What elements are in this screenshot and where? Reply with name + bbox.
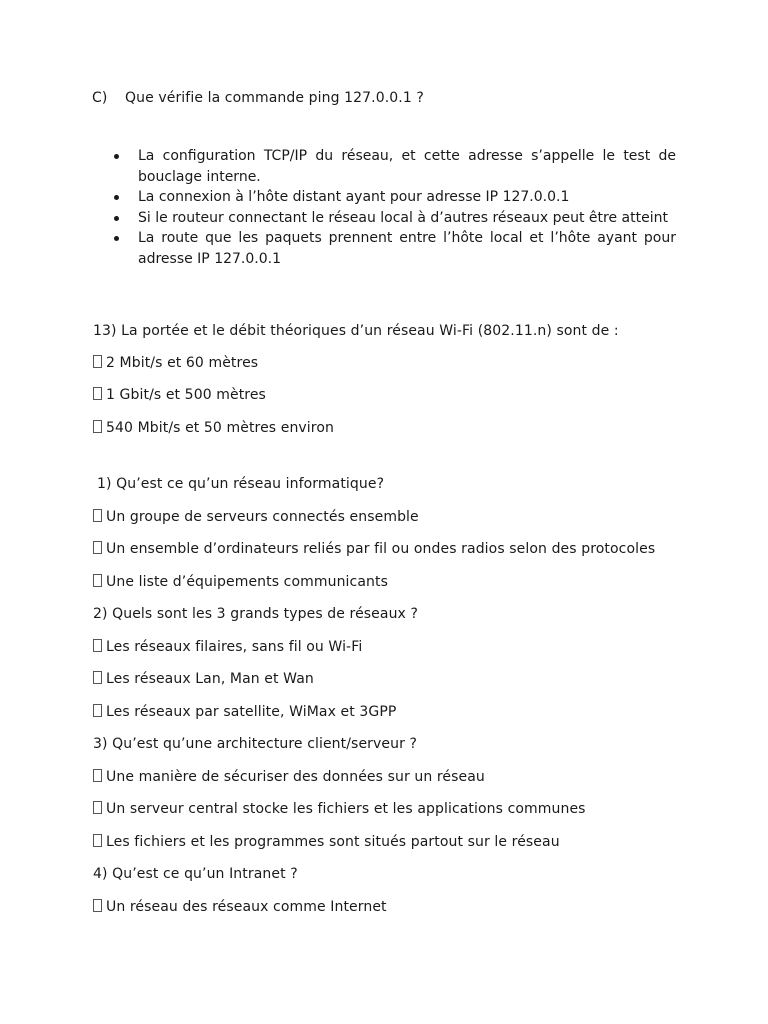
option-text: Les réseaux filaires, sans fil ou Wi-Fi: [106, 639, 363, 655]
option-item: [93, 669, 314, 689]
option-item: [93, 702, 396, 722]
option-item: [93, 637, 362, 657]
option-item: [93, 897, 387, 917]
option-item: [93, 539, 655, 559]
option-text: Les fichiers et les programmes sont situés partout sur le réseau: [106, 834, 560, 850]
checkbox-glyph-icon: [93, 834, 102, 847]
question-c-letter: C): [92, 90, 108, 106]
option-text: 2 Mbit/s et 60 mètres: [106, 355, 259, 371]
option-item: [93, 832, 560, 852]
option-item: [93, 799, 586, 819]
option-item: [93, 353, 258, 373]
option-text: Les réseaux Lan, Man et Wan: [106, 671, 314, 687]
option-item: [93, 385, 266, 405]
question-1: 1) Qu’est ce qu’un réseau informatique?: [97, 476, 385, 492]
checkbox-glyph-icon: [93, 704, 102, 717]
question-4: 4) Qu’est ce qu’un Intranet ?: [93, 866, 298, 882]
checkbox-glyph-icon: [93, 541, 102, 554]
bullet-answer: Si le routeur connectant le réseau local à d’autres réseaux peut être atteint: [110, 208, 676, 229]
option-text: Les réseaux par satellite, WiMax et 3GPP: [106, 704, 397, 720]
question-2: 2) Quels sont les 3 grands types de réseaux ?: [93, 606, 419, 622]
checkbox-glyph-icon: [93, 769, 102, 782]
question-3: 3) Qu’est qu’une architecture client/serveur ?: [93, 736, 418, 752]
checkbox-glyph-icon: [93, 509, 102, 522]
checkbox-glyph-icon: [93, 574, 102, 587]
checkbox-glyph-icon: [93, 899, 102, 912]
bullet-answer: La configuration TCP/IP du réseau, et cette adresse s’appelle le test de bouclage interne.: [110, 146, 676, 187]
option-text: Une manière de sécuriser des données sur un réseau: [106, 769, 485, 785]
option-text: Un ensemble d’ordinateurs reliés par fil ou ondes radios selon des protocoles: [106, 541, 656, 557]
option-text: Un groupe de serveurs connectés ensemble: [106, 509, 419, 525]
answer-bullet-list: [110, 146, 676, 269]
option-item: [93, 418, 334, 438]
checkbox-glyph-icon: [93, 801, 102, 814]
option-text: 1 Gbit/s et 500 mètres: [106, 387, 266, 403]
option-item: [93, 767, 485, 787]
question-c: [92, 88, 424, 108]
question-c-text: Que vérifie la commande ping 127.0.0.1 ?: [125, 90, 424, 106]
question-13: 13) La portée et le débit théoriques d’un réseau Wi-Fi (802.11.n) sont de :: [93, 323, 619, 339]
option-item: [93, 507, 419, 527]
bullet-answer: La connexion à l’hôte distant ayant pour adresse IP 127.0.0.1: [110, 187, 676, 208]
option-text: Un serveur central stocke les fichiers et les applications communes: [106, 801, 586, 817]
option-text: 540 Mbit/s et 50 mètres environ: [106, 420, 334, 436]
option-item: [93, 572, 388, 592]
option-text: Un réseau des réseaux comme Internet: [106, 899, 387, 915]
checkbox-glyph-icon: [93, 355, 102, 368]
checkbox-glyph-icon: [93, 387, 102, 400]
checkbox-glyph-icon: [93, 420, 102, 433]
option-text: Une liste d’équipements communicants: [106, 574, 388, 590]
bullet-answer: La route que les paquets prennent entre l’hôte local et l’hôte ayant pour adresse IP 127.0.0.1: [110, 228, 676, 269]
checkbox-glyph-icon: [93, 671, 102, 684]
checkbox-glyph-icon: [93, 639, 102, 652]
